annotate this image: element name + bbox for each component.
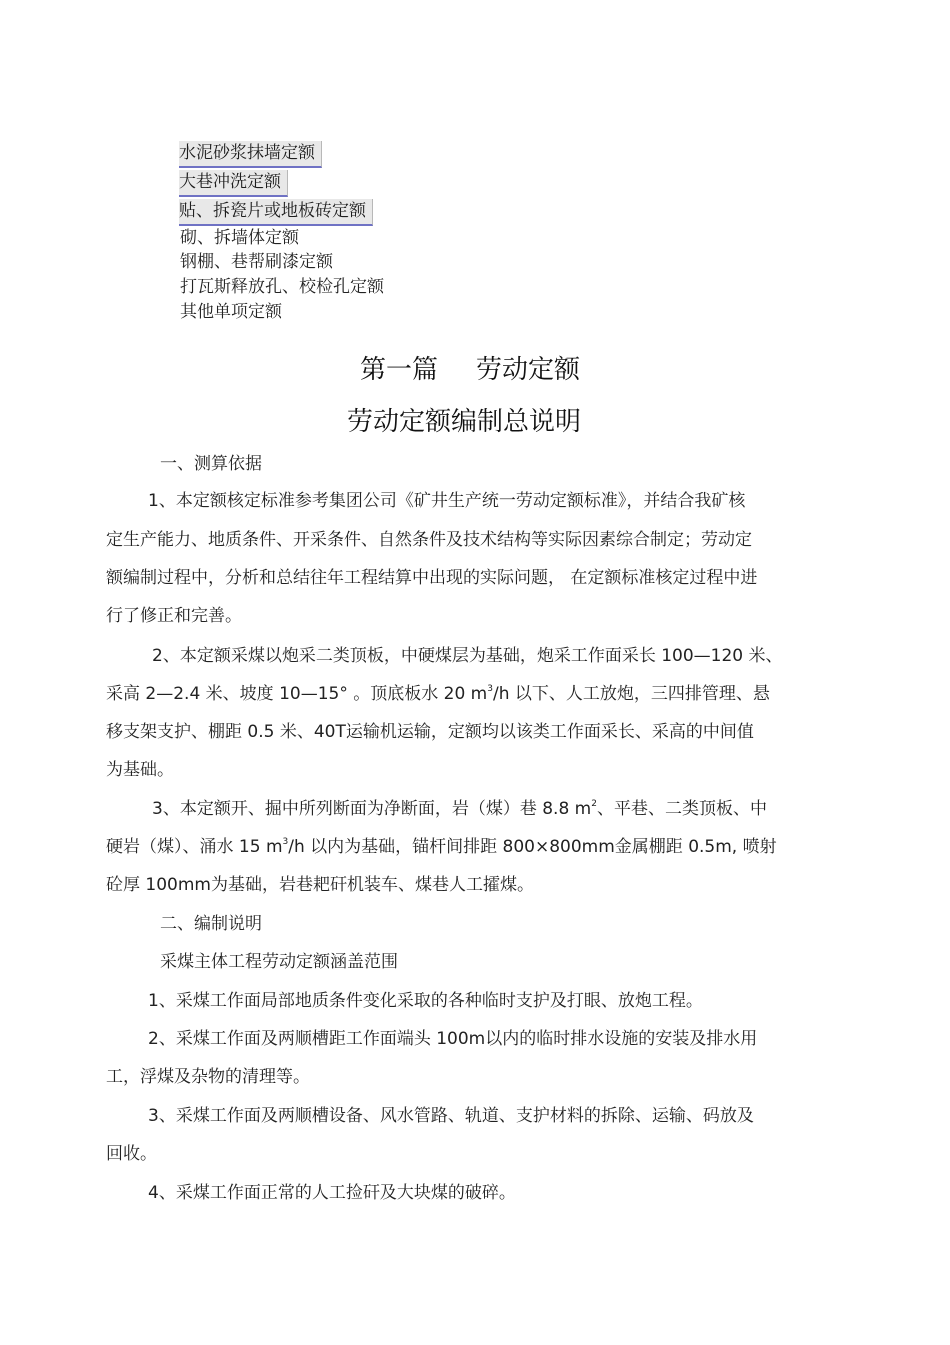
p3-line1-sup: 2 <box>591 799 597 809</box>
toc-item-wall: 砌、拆墙体定额 <box>180 228 299 248</box>
toc-link-cement-plaster[interactable]: 水泥砂浆抹墙定额 <box>179 141 322 168</box>
toc-item-gas-hole: 打瓦斯释放孔、校检孔定额 <box>180 277 384 297</box>
p3-line2-b: /h 以内为基础，锚杆间排距 800×800mm金属棚距 0.5m, 喷射 <box>288 837 777 857</box>
p2-line2-b: /h 以下、人工放炮，三四排管理、悬 <box>492 684 770 704</box>
p1-line1: 1、本定额核定标准参考集团公司《矿井生产统一劳动定额标准》，并结合我矿核 <box>148 491 746 511</box>
item3-line1: 3、采煤工作面及两顺槽设备、风水管路、轨道、支护材料的拆除、运输、码放及 <box>148 1106 754 1126</box>
p2-line2-a: 采高 2—2.4 米、坡度 10—15° 。顶底板水 20 m <box>106 684 488 704</box>
scope-title: 采煤主体工程劳动定额涵盖范围 <box>160 952 398 972</box>
section2-title: 二、编制说明 <box>160 914 262 934</box>
p3-line2 <box>106 835 777 859</box>
toc-link-roadway-flushing[interactable]: 大巷冲洗定额 <box>179 170 288 197</box>
p1-line3: 额编制过程中，分析和总结往年工程结算中出现的实际问题， 在定额标准核定过程中进 <box>106 568 758 588</box>
p3-line2-a: 硬岩（煤）、涌水 15 m <box>106 837 283 857</box>
p2-line3: 移支架支护、棚距 0.5 米、40T运输机运输，定额均以该类工作面采长、采高的中间值 <box>106 722 754 742</box>
item2-line2: 工，浮煤及杂物的清理等。 <box>106 1067 310 1087</box>
section-heading: 劳动定额编制总说明 <box>347 407 582 437</box>
p3-line1 <box>152 797 767 821</box>
p2-line1: 2、本定额采煤以炮采二类顶板，中硬煤层为基础，炮采工作面采长 100—120 米、 <box>152 646 783 666</box>
p2-line2 <box>106 682 770 706</box>
p2-line4: 为基础。 <box>106 760 174 780</box>
p3-line1-a: 3、本定额开、掘中所列断面为净断面，岩（煤）巷 8.8 m <box>152 799 592 819</box>
p3-line2-sup: 3 <box>282 837 289 847</box>
part-title: 劳动定额 <box>476 355 581 385</box>
toc-link-tile[interactable]: 贴、拆瓷片或地板砖定额 <box>179 199 373 226</box>
toc-item-other: 其他单项定额 <box>180 302 282 322</box>
p3-line3: 砼厚 100mm为基础，岩巷耙矸机装车、煤巷人工攉煤。 <box>106 875 534 895</box>
toc-item-paint: 钢棚、巷帮刷漆定额 <box>180 252 333 272</box>
item4: 4、采煤工作面正常的人工捡矸及大块煤的破碎。 <box>148 1183 516 1203</box>
item2-line1: 2、采煤工作面及两顺槽距工作面端头 100m以内的临时排水设施的安装及排水用 <box>148 1029 758 1049</box>
p3-line1-b: 、平巷、二类顶板、中 <box>596 799 767 819</box>
item3-line2: 回收。 <box>106 1144 157 1164</box>
p1-line2: 定生产能力、地质条件、开采条件、自然条件及技术结构等实际因素综合制定；劳动定 <box>106 530 752 550</box>
section1-title: 一、测算依据 <box>160 454 262 474</box>
p2-line2-sup: 3 <box>487 684 493 694</box>
part-label: 第一篇 <box>360 355 439 385</box>
item1: 1、采煤工作面局部地质条件变化采取的各种临时支护及打眼、放炮工程。 <box>148 991 703 1011</box>
p1-line4: 行了修正和完善。 <box>106 606 242 626</box>
